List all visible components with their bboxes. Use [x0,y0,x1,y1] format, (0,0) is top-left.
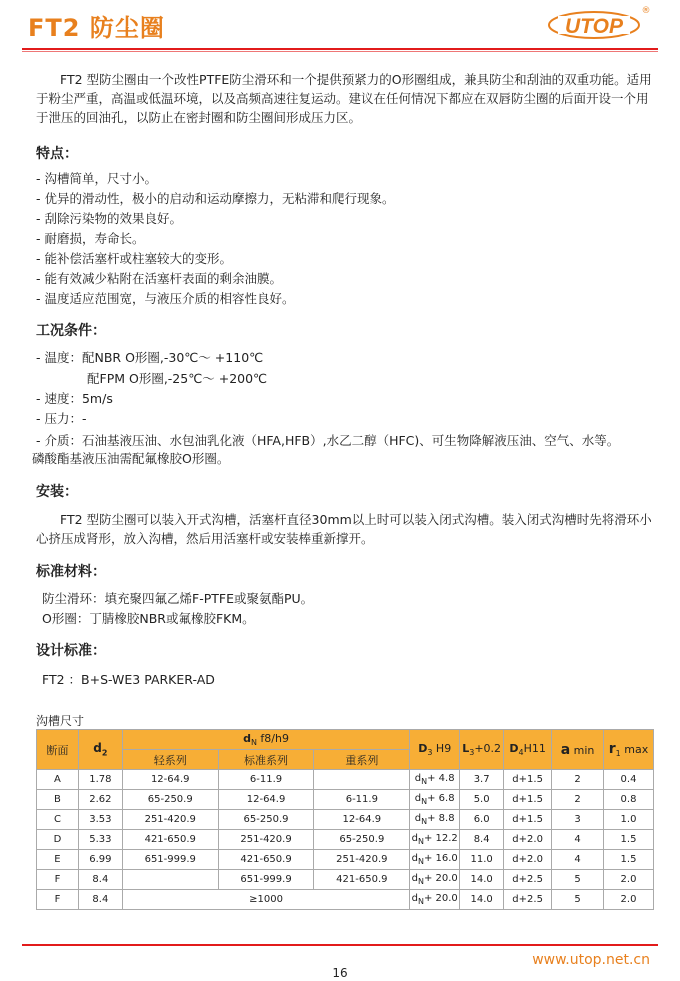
header-dn: $d_N$ f8/h9 [122,730,409,750]
footer-rule [22,944,658,946]
condition-temp-fpm: 配FPM O形圈,-25℃～ +200℃ [87,371,268,386]
header-a: a min [552,730,604,770]
material-o-ring: O形圈：丁腈橡胶NBR或氟橡胶FKM。 [42,611,255,626]
header-light-series: 轻系列 [122,750,218,770]
website-link[interactable]: www.utop.net.cn [532,952,650,968]
feature-item: - 沟槽简单，尺寸小。 [36,171,157,186]
condition-temp-nbr: - 温度：配NBR O形圈,-30℃～ +110℃ [36,350,264,365]
header-d3: $D_3$ H9 [410,730,460,770]
conditions-heading: 工况条件： [36,323,106,339]
standard-heading: 设计标准： [36,643,106,659]
feature-item: - 刮除污染物的效果良好。 [36,211,182,226]
header-rule [22,48,658,50]
header-d2: $d_2$ [78,730,122,770]
condition-speed: - 速度：5m/s [36,391,113,406]
header-standard-series: 标准系列 [218,750,314,770]
header-l3: $L_3+0.2$ [460,730,504,770]
page-title: FT2 防尘圈 [28,14,165,42]
features-heading: 特点： [36,146,78,162]
header-rule-thin [22,51,658,52]
utop-logo [548,4,654,44]
feature-item: - 温度适应范围宽，与液压介质的相容性良好。 [36,291,295,306]
header-r1: $r_1$ max [604,730,654,770]
page-number: 16 [332,966,348,980]
feature-item: - 能补偿活塞杆或柱塞较大的变形。 [36,251,232,266]
condition-media: - 介质：石油基液压油、水包油乳化液（HFA,HFB）,水乙二醇（HFC)、可生物降解液压油、空气、水等。 [36,433,620,448]
table-caption: 沟槽尺寸 [36,714,85,728]
intro-paragraph: FT2 型防尘圈由一个改性PTFE防尘滑环和一个提供预紧力的O形圈组成，兼具防尘和刮油的双重功能。适用于粉尘严重，高温或低温环境，以及高频高速往复运动。建议在任何情况下都应在双唇防尘圈的后面开设一个用于泄压的回油孔，以防止在密封圈和防尘圈间形成压力区。 [36,72,652,125]
condition-pressure: - 压力：- [36,411,87,426]
feature-item: - 能有效减少粘附在活塞杆表面的剩余油膜。 [36,271,282,286]
install-heading: 安装： [36,484,78,500]
table-row: E 6.99 651-999.9 421-650.9 251-420.9 $d_N+ 16.0$ 11.0 d+2.0 4 1.5 [37,850,654,870]
header-d4: $D_4H11$ [504,730,552,770]
standard-text: FT2 ：B+S-WE3 PARKER-AD [42,672,215,687]
material-slide-ring: 防尘滑环：填充聚四氟乙烯F-PTFE或聚氨酯PU。 [42,591,314,606]
header-heavy-series: 重系列 [314,750,410,770]
groove-dimensions-table [36,729,654,910]
condition-media-note: 磷酸酯基液压油需配氟橡胶O形圈。 [32,451,230,466]
logo-text: UTOP [565,15,623,38]
install-paragraph: FT2 型防尘圈可以装入开式沟槽，活塞杆直径30mm以上时可以装入闭式沟槽。装入闭式沟槽时先将滑环小心挤压成肾形，放入沟槽，然后用活塞杆或安装棒重新撑开。 [36,512,652,546]
table-row: D 5.33 421-650.9 251-420.9 65-250.9 $d_N+ 12.2$ 8.4 d+2.0 4 1.5 [37,830,654,850]
feature-item: - 耐磨损，寿命长。 [36,231,145,246]
material-heading: 标准材料： [36,564,106,580]
registered-mark: ® [641,6,651,16]
table-row: C 3.53 251-420.9 65-250.9 12-64.9 $d_N+ 8.8$ 6.0 d+1.5 3 1.0 [37,810,654,830]
header-section: 断面 [37,730,79,770]
table-row: F 8.4 651-999.9 421-650.9 $d_N+ 20.0$ 14.0 d+2.5 5 2.0 [37,870,654,890]
feature-item: - 优异的滑动性，极小的启动和运动摩擦力，无粘滞和爬行现象。 [36,191,395,206]
table-row: F 8.4 ≥1000 $d_N+ 20.0$ 14.0 d+2.5 5 2.0 [37,890,654,910]
table-row: A 1.78 12-64.9 6-11.9 $d_N+ 4.8$ 3.7 d+1.5 2 0.4 [37,770,654,790]
table-row: B 2.62 65-250.9 12-64.9 6-11.9 $d_N+ 6.8$ 5.0 d+1.5 2 0.8 [37,790,654,810]
